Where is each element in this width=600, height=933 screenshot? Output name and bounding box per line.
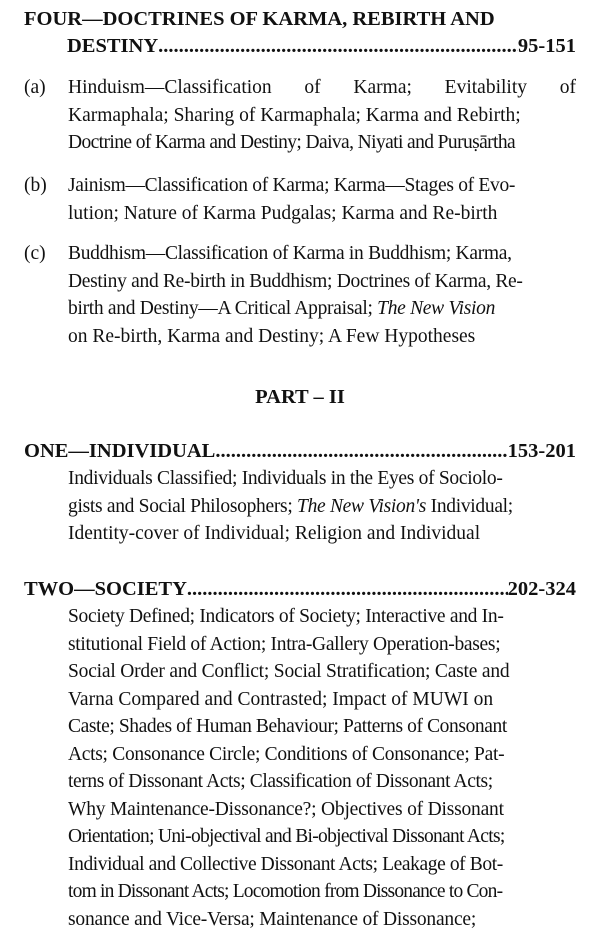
chapter-two-line: terns of Dissonant Acts; Classification of Dissonant Acts; [68,771,493,792]
section-c-line: Destiny and Re-birth in Buddhism; Doctrines of Karma, Re- [68,270,523,292]
leader-dots [158,33,518,60]
chapter-two-line: stitutional Field of Action; Intra-Gallery Operation-bases; [68,633,501,655]
chapter-two-text [68,603,576,933]
chapter-two-line: Varna Compared and Contrasted; Impact of MUWI on [68,688,494,710]
chapter-two [24,575,576,933]
chapter-four-title-line2: DESTINY [67,35,159,57]
chapter-two-line: Individual and Collective Dissonant Acts; Leakage of Bot- [68,853,503,875]
chapter-two-pages: 202-324 [507,578,576,600]
chapter-two-line: Social Order and Conflict; Social Stratification; Caste and [68,661,510,682]
chapter-two-line: Why Maintenance-Dissonance?; Objectives of Dissonant [68,798,504,820]
section-c-line: Buddhism—Classification of Karma in Buddhism; Karma, [68,243,512,264]
new-vision-italic: The New Vision [377,298,496,319]
chapter-two-title: TWO—SOCIETY [24,578,187,600]
leader-dots [215,437,507,465]
section-c-text [68,240,576,350]
new-vision-italic: The New Vision's [297,495,427,517]
section-c-line: on Re-birth, Karma and Destiny; A Few Hypotheses [68,325,476,347]
chapter-one-title: ONE—INDIVIDUAL [24,440,216,462]
section-c [24,240,576,350]
section-c-marker: (c) [24,243,46,264]
chapter-two-line: Caste; Shades of Human Behaviour; Patterns of Consonant [68,716,507,737]
section-b [24,172,576,227]
chapter-one-heading [24,437,576,465]
section-b-marker: (b) [24,175,47,196]
section-b-line: lution; Nature of Karma Pudgalas; Karma and Re-birth [68,202,498,224]
section-c-line: birth and Destiny—A Critical Appraisal; [68,298,373,319]
chapter-one-pages: 153-201 [507,440,576,462]
chapter-two-line: tom in Dissonant Acts; Locomotion from Dissonance to Con- [68,881,503,902]
section-a-marker: (a) [24,77,46,98]
section-b-text [68,172,576,227]
section-a-line: Hinduism—Classification of Karma; Evitability of [68,77,576,98]
chapter-four-heading [24,6,576,60]
section-a-text [68,74,576,157]
chapter-one-line-2 [68,493,576,521]
chapter-four-pages: 95-151 [517,35,576,57]
chapter-two-line: Acts; Consonance Circle; Conditions of Consonance; Pat- [68,743,505,765]
chapter-one-line: gists and Social Philosophers; [68,495,293,517]
section-b-line: Jainism—Classification of Karma; Karma—Stages of Evo- [68,175,516,196]
chapter-one-line: Identity-cover of Individual; Religion and Individual [68,523,481,544]
chapter-two-heading [24,575,576,603]
section-a-line: Doctrine of Karma and Destiny; Daiva, Niyati and Puruṣārtha [68,132,516,153]
chapter-two-line: Orientation; Uni-objectival and Bi-objectival Dissonant Acts; [68,826,505,847]
chapter-one-text [68,465,576,548]
part-heading: PART – II [255,386,345,408]
chapter-two-line: Society Defined; Indicators of Society; Interactive and In- [68,606,504,627]
chapter-one [24,437,576,548]
chapter-one-line: Individual; [430,495,513,517]
leader-dots [187,575,508,603]
chapter-four-title-line2-row [24,33,576,60]
chapter-two-line: sonance and Vice-Versa; Maintenance of Dissonance; [68,908,477,930]
section-a-line: Karmaphala; Sharing of Karmaphala; Karma and Rebirth; [68,104,521,126]
chapter-four-title-line1: FOUR—DOCTRINES OF KARMA, REBIRTH AND [24,8,495,30]
chapter-one-line: Individuals Classified; Individuals in the Eyes of Sociolo- [68,468,503,489]
section-a [24,74,576,157]
section-c-line-3 [68,295,576,323]
